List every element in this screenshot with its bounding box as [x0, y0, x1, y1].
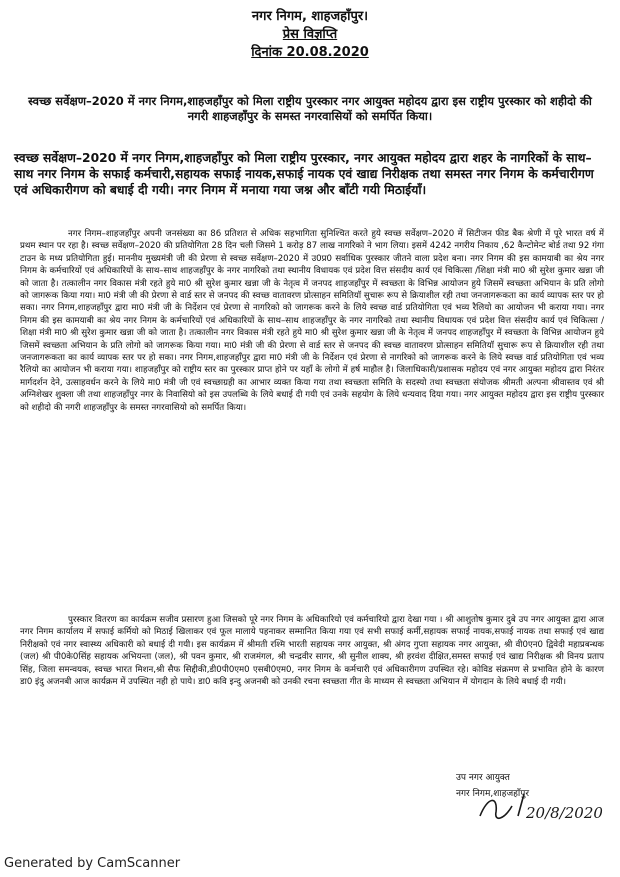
signatory-designation: उप नगर आयुक्त — [456, 773, 510, 783]
body-paragraph-1: नगर निगम–शाहजहाँपुर अपनी जनसंख्या का 86 प्रतिशत से अधिक सहभागिता सुनिश्चित करते हुये स्वच्छ सर्वेक्षण–2020 में सिटीजन फीड बैक श्रेणी में पूरे भारत वर्ष में प्रथम स्थान पर रहा है। स्वच्छ सर्वेक्षण–2020 की प्रतियोगिता 28 दिन चली जिसमे 1 करोड़ 87 लाख नागरिको ने भाग लिया। इसमें 4242 नगरीय निकाय ,62 कैन्टोमेन्ट बोर्ड तथा 92 गंगा टाउन के मध्य प्रतियोगिता हुई। माननीय मुख्यमंत्री जी की प्रेरणा से स्वच्छ सर्वेक्षण–2020 में उ0प्र0 सर्वाधिक पुरस्कार जीतने वाला प्रदेश बना। नगर निगम की इस कामयाबी का श्रेय नगर निगम के कर्मचारियों एवं अधिकारियों के साथ–साथ शाहजहाँपुर के नगर नागरिको तथा स्थानीय विधायक एवं प्रदेश वित्त संसदीय कार्य एवं चिकित्सा /शिक्षा मंत्री मा0 श्री सुरेश कुमार खन्ना जी को जाता है। तत्कालीन नगर विकास मंत्री रहते हुये मा0 श्री सुरेश कुमार खन्ना जी के नेतृत्व में जनपद शाहजहाँपुर में स्वच्छता के विभिन्न आयोजन हुये जिसमें स्वच्छता अभियान के प्रति लोगो को जागरूक किया गया। मा0 मंत्री जी की प्रेरणा से वार्ड स्तर से जनपद की स्वच्छ वातावरण प्रोत्साहन समितियॉ सुचारू रूप से क्रियाशील रही तथा जनजागरूकता का कार्य व्यापक स्तर पर हो सका। नगर निगम,शाहजहाँपुर द्वारा मा0 मंत्री जी के निर्देशन एवं प्रेरणा से नागरिको को जागरूक करने के लिये स्वच्छ वार्ड प्रतियोगिता एवं भव्य रैलियो का आयोजन भी कराया गया। नगर निगम की इस कामयाबी का श्रेय नगर निगम के कर्मचारियों एवं अधिकारियों के साथ–साथ शाहजहाँपुर के नगर नागरिको तथा स्थानीय विधायक एवं प्रदेश वित्त संसदीय कार्य एवं चिकित्सा /शिक्षा मंत्री मा0 श्री सुरेश कुमार खन्ना जी को जाता है। तत्कालीन नगर विकास मंत्री रहते हुये मा0 श्री सुरेश कुमार खन्ना जी के नेतृत्व में जनपद शाहजहाँपुर में स्वच्छता के विभिन्न आयोजन हुये जिसमें स्वच्छता अभियान के प्रति लोगो को जागरूक किया गया। मा0 मंत्री जी की प्रेरणा से वार्ड स्तर से जनपद की स्वच्छ वातावरण प्रोत्साहन समितियॉ सुचारू रूप से क्रियाशील रही तथा जनजागरूकता का कार्य व्यापक स्तर पर हो सका। नगर निगम,शाहजहाँपुर द्वारा मा0 मंत्री जी के निर्देशन एवं प्रेरणा से नागरिको को जागरूक करने के लिये स्वच्छ वार्ड प्रतियोगिता एवं भव्य रैलियो का आयोजन भी कराया गया। शाहजहाँपुर को राष्ट्रीय स्तर का पुरस्कार प्राप्त होने पर यहाँ के लोगो में हर्ष माहौल है। जिलाधिकारी/प्रशासक महोदय एवं नगर आयुक्त महोदय द्वारा निरंतर मार्गदर्शन देने, उत्साहवर्धन करने के लिये मा0 मंत्री जी एवं स्वच्छाग्रही का आभार व्यक्त किया गया तथा स्वच्छता समिति के सदस्यो तथा स्वच्छता संयोजक श्रीमती अल्पना श्रीवास्तव एवं श्री अग्निशेखर शुक्ला जी तथा शाहजहाँपुर नगर के निवासियो को इस उपलब्धि के लिये बधाई दी गयी एवं उनके सहयोग के लिये धन्यवाद दिया गया। नगर आयुक्त महोदय द्वारा इस राष्ट्रीय पुरस्कार को शहीदो की नगरी शाहजहाँपुर के समस्त नगरवासियो को समर्पित किया। — [20, 229, 604, 413]
body-paragraph-2: पुरस्कार वितरण का कार्यक्रम सजीव प्रसारण हुआ जिसको पूरे नगर निगम के अधिकारियो एवं कर्मचारियो द्वारा देखा गया । श्री आशुतोष कुमार दुबे उप नगर आयुक्त द्वारा आज नगर निगम कार्यालय में सफाई कर्मियो को मिठाई खिलाकर एवं फूल मालाये पहनाकर सम्मानित किया गया एवं सभी सफाई कर्मी,सहायक सफाई नायक,सफाई नायक तथा सफाई एवं खाद्य निरीक्षको एवं नगर स्वास्थ्य अधिकारी को बधाई दी गयी। इस कार्यक्रम में श्रीमती रश्मि भारती सहायक नगर आयुक्त, श्री अंगद गुप्ता सहायक नगर आयुक्त, श्री वी0एन0 द्विवेदी महाप्रबन्धक (जल) श्री पी0के0सिंह सहायक अभियन्ता (जल), श्री पवन कुमार, श्री राजमंगल, श्री चन्द्रवीर सागर, श्री सुनील शाक्य, श्री हरवंश दीक्षित,समस्त सफाई एवं खाद्य निरीक्षक श्री विनय प्रताप सिंह, जिला समन्वयक, स्वच्छ भारत मिशन,श्री सैफ सिद्दीकी,डी0पी0एम0 एसबी0एम0, नगर निगम के कर्मचारी एवं अधिकारीगण उपस्थित रहे। कोविड संक्रमण से प्रभावित होने के कारण डा0 इंदु अजनबी आज कार्यक्रम में उपस्थित नही हो पाये। डा0 कवि इन्दु अजनबी को उनकी रचना स्वच्छता गीत के माध्यम से स्वच्छता अभियान में योगदान के लिये बधाई दी गयी। — [20, 615, 604, 688]
organization-name: नगर निगम, शाहजहाँपुर। — [251, 9, 369, 24]
release-date: दिनांक 20.08.2020 — [251, 45, 369, 60]
release-lead-paragraph: स्वच्छ सर्वेक्षण–2020 में नगर निगम,शाहजहाँपुर को मिला राष्ट्रीय पुरस्कार, नगर आयुक्त महोदय द्वारा शहर के नागरिकों के साथ–साथ नगर निगम के सफाई कर्मचारी,सहायक सफाई नायक,सफाई नायक एवं खाद्य निरीक्षक तथा समस्त नगर निगम के कर्मचारीगण एवं अधिकारीगण को बधाई दी गयी। नगर निगम में मनाया गया जश्न और बाँटी गयी मिठाईयाँ। — [14, 151, 594, 197]
signatory-office: नगर निगम,शाहजहाँपुर — [456, 789, 530, 799]
scanner-watermark: Generated by CamScanner — [4, 856, 181, 871]
handwritten-date: 20/8/2020 — [526, 804, 603, 822]
handwritten-signature-date — [474, 786, 614, 828]
release-subheading: स्वच्छ सर्वेक्षण–2020 में नगर निगम,शाहजहाँपुर को मिला राष्ट्रीय पुरस्कार नगर आयुक्त महोदय द्वारा इस राष्ट्रीय पुरस्कार को शहीदो की नगरी शाहजहाँपुर के समस्त नगरवासियों को समर्पित किया। — [28, 94, 592, 123]
press-release-title: प्रेस विज्ञप्ति — [282, 27, 338, 42]
